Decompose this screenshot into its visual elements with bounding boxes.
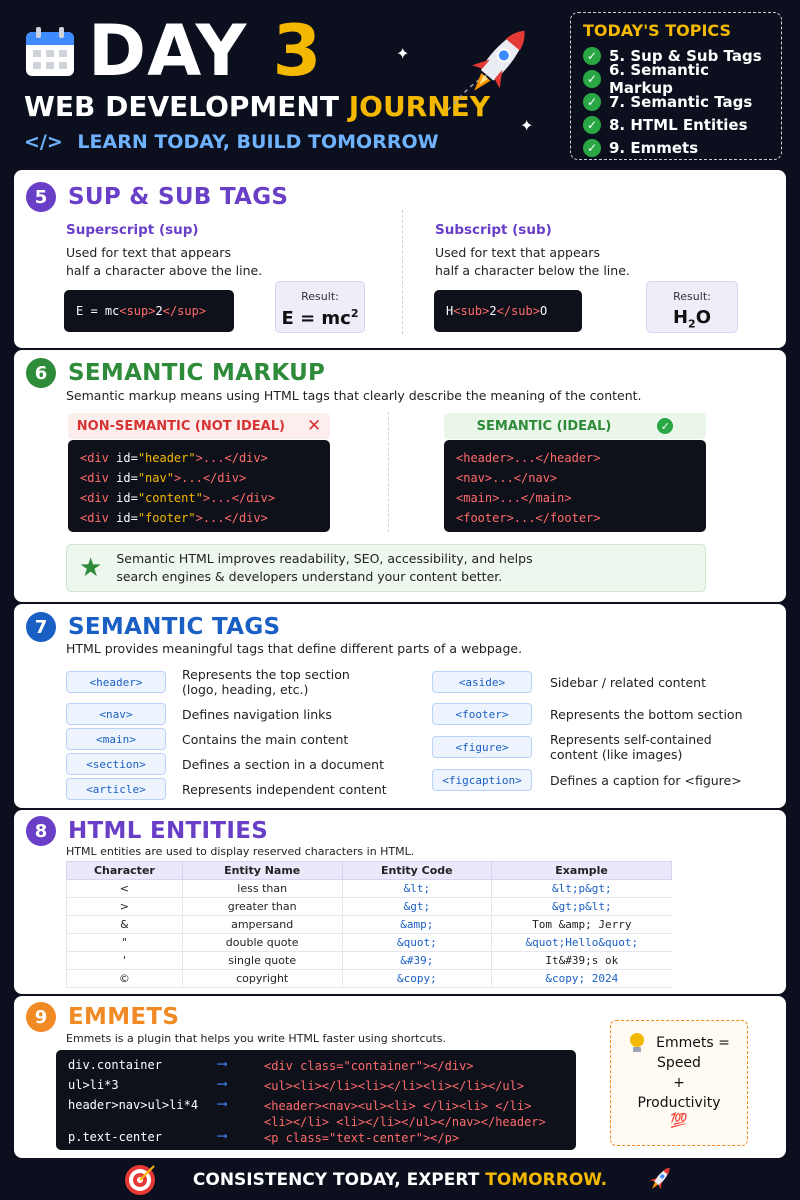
code-tag: </sup> (162, 304, 207, 318)
code-string: "nav" (137, 471, 174, 485)
desc-line: Represents the top section (182, 667, 350, 682)
emmet-input: header>nav>ul>li*4 (68, 1098, 199, 1112)
section-number: 5 (26, 182, 56, 212)
semantic-note (66, 544, 706, 592)
footer-text (193, 1170, 607, 1190)
code-attr: id= (116, 451, 138, 465)
sup-desc-line: half a character above the line. (66, 263, 263, 278)
check-icon: ✓ (583, 47, 601, 65)
topic-label: 8. HTML Entities (609, 115, 748, 134)
footer-main: CONSISTENCY TODAY, EXPERT (192, 1170, 480, 1190)
emmet-input: ul>li*3 (68, 1078, 119, 1092)
star-icon: ★ (79, 553, 103, 583)
tagline (24, 130, 439, 154)
topics-title: TODAY'S TOPICS (583, 21, 731, 40)
emmet-input: div.container (68, 1058, 162, 1072)
topic-label: 6. Semantic Markup (609, 60, 709, 97)
sup-code (64, 290, 234, 332)
check-icon: ✓ (583, 139, 601, 157)
code-text: 2 (155, 304, 163, 318)
emmet-code (56, 1050, 576, 1150)
tag-description (182, 667, 350, 697)
desc-line: Represents self-contained (550, 732, 712, 747)
day-title (88, 10, 323, 92)
code-tag: <sub> (453, 304, 490, 318)
cell: &lt; (342, 880, 492, 898)
hundred-icon: 💯 (670, 1113, 688, 1129)
tag-description: Defines a section in a document (182, 757, 384, 772)
cell: &copy; 2024 (492, 970, 672, 988)
code-line (80, 468, 318, 488)
cell: &gt;p&lt; (492, 898, 672, 916)
cell: &quot; (342, 934, 492, 952)
section-title: SEMANTIC TAGS (68, 614, 281, 640)
emmet-output (264, 1098, 546, 1130)
tag-chip-section: <section> (66, 753, 166, 775)
cell: &lt;p&gt; (492, 880, 672, 898)
result-subscript: 2 (688, 317, 696, 331)
code-tag: >...</div> (202, 491, 276, 505)
topic-label: 9. Emmets (609, 138, 699, 157)
code-tag: <div (80, 511, 117, 525)
section-title: HTML ENTITIES (68, 818, 269, 844)
note-text (116, 550, 532, 586)
cell: < (67, 880, 183, 898)
code-tag: <div (80, 491, 117, 505)
topic-item (583, 136, 769, 159)
topics-box (570, 12, 782, 160)
code-string: "header" (137, 451, 196, 465)
section-emmets (14, 996, 786, 1158)
table-row (67, 898, 672, 916)
sub-description (435, 244, 630, 280)
output-line: <li></li> <li></li></ul></nav></header> (264, 1115, 546, 1129)
sub-result (646, 281, 738, 333)
result-base: E = mc (281, 308, 351, 329)
code-line: <header>...</header> (456, 451, 601, 465)
cell: &copy; (342, 970, 492, 988)
pill-text: NON-SEMANTIC (NOT IDEAL) (76, 418, 285, 434)
cell: &amp; (342, 916, 492, 934)
footer-highlight: TOMORROW. (485, 1170, 608, 1190)
tag-chip-header: <header> (66, 671, 166, 693)
code-text: E = mc (76, 304, 120, 318)
tag-description: Sidebar / related content (550, 675, 706, 690)
cell: less than (182, 880, 342, 898)
check-icon: ✓ (583, 93, 601, 111)
section-description: Semantic markup means using HTML tags that clearly describe the meaning of the content. (66, 388, 642, 403)
section-number: 7 (26, 612, 56, 642)
column-header: Example (492, 862, 672, 880)
topic-item (583, 113, 769, 136)
emmet-output: <ul><li></li><li></li><li></li></ul> (264, 1079, 525, 1093)
tag-description (550, 732, 712, 762)
cell: copyright (182, 970, 342, 988)
code-tag: >...</div> (173, 471, 247, 485)
arrow-icon: ⟶ (218, 1128, 227, 1144)
cell: double quote (182, 934, 342, 952)
result-post: O (695, 307, 712, 328)
cell: © (67, 970, 183, 988)
arrow-icon: ⟶ (218, 1096, 227, 1112)
tag-description: Defines navigation links (182, 707, 332, 722)
emmet-input: p.text-center (68, 1130, 162, 1144)
table-row (67, 916, 672, 934)
code-attr: id= (116, 471, 138, 485)
tag-chip-figure: <figure> (432, 736, 532, 758)
section-heading (26, 182, 288, 212)
code-icon: </> (24, 131, 63, 153)
sub-desc-line: Used for text that appears (435, 245, 600, 260)
section-number: 8 (26, 816, 56, 846)
sparkle-icon: ✦ (396, 44, 410, 63)
section-number: 9 (26, 1002, 56, 1032)
section-description: HTML entities are used to display reserved characters in HTML. (66, 845, 415, 858)
section-semantic-markup (14, 350, 786, 602)
code-string: "footer" (137, 511, 196, 525)
pill-text: SEMANTIC (IDEAL) (476, 418, 612, 434)
code-text: H (446, 304, 454, 318)
cell: single quote (182, 952, 342, 970)
code-text: 2 (489, 304, 497, 318)
tag-chip-article: <article> (66, 778, 166, 800)
sup-desc-line: Used for text that appears (66, 245, 231, 260)
result-base: H (672, 307, 689, 328)
code-line: <footer>...</footer> (456, 511, 601, 525)
result-superscript: 2 (350, 307, 359, 320)
cell: & (67, 916, 183, 934)
speed-text: Productivity (637, 1095, 721, 1111)
cell: " (67, 934, 183, 952)
journey-highlight: JOURNEY (348, 90, 491, 123)
code-attr: id= (116, 511, 138, 525)
sup-result (275, 281, 365, 333)
section-title: EMMETS (68, 1004, 180, 1030)
section-html-entities (14, 810, 786, 994)
journey-title (24, 90, 490, 124)
note-line: search engines & developers understand your content better. (116, 569, 503, 584)
code-tag: >...</div> (195, 511, 268, 525)
sub-code (434, 290, 582, 332)
entities-table (66, 861, 672, 988)
semantic-label (444, 413, 706, 439)
tag-chip-figcaption: <figcaption> (432, 769, 532, 791)
code-tag: <div (80, 451, 117, 465)
desc-line: content (like images) (550, 747, 683, 762)
topic-label: 7. Semantic Tags (609, 92, 753, 111)
code-line (80, 488, 318, 508)
section-heading (26, 816, 268, 846)
cell: &gt; (342, 898, 492, 916)
section-heading (26, 612, 280, 642)
table-header-row (67, 862, 672, 880)
check-icon: ✓ (657, 418, 673, 434)
cell: > (67, 898, 183, 916)
result-value (276, 307, 364, 329)
section-sup-sub (14, 170, 786, 348)
section-heading (26, 358, 325, 388)
footer (0, 1160, 800, 1200)
divider (402, 210, 403, 334)
column-header: Entity Name (182, 862, 342, 880)
section-number: 6 (26, 358, 56, 388)
table-row (67, 880, 672, 898)
divider (388, 412, 389, 532)
code-tag: <div (80, 471, 117, 485)
code-line: <main>...</main> (456, 491, 572, 505)
tag-description: Contains the main content (182, 732, 349, 747)
tag-chip-nav: <nav> (66, 703, 166, 725)
output-line: <header><nav><ul><li> </li><li> </li> (264, 1099, 532, 1113)
sub-heading: Subscript (sub) (435, 222, 552, 238)
column-header: Character (67, 862, 183, 880)
arrow-icon: ⟶ (218, 1076, 227, 1092)
desc-line: (logo, heading, etc.) (182, 682, 309, 697)
cell: greater than (182, 898, 342, 916)
check-icon: ✓ (583, 116, 601, 134)
tag-chip-footer: <footer> (432, 703, 532, 725)
tag-description: Represents the bottom section (550, 707, 743, 722)
non-semantic-code (68, 440, 330, 532)
sup-description (66, 244, 262, 280)
result-value (647, 307, 737, 331)
header (0, 0, 800, 170)
cell: ampersand (182, 916, 342, 934)
code-attr: id= (116, 491, 138, 505)
code-string: "content" (137, 491, 203, 505)
semantic-code (444, 440, 706, 532)
code-text: O (539, 304, 548, 318)
speed-text: Emmets = (656, 1035, 730, 1051)
section-heading (26, 1002, 179, 1032)
section-title: SEMANTIC MARKUP (68, 360, 326, 386)
section-semantic-tags (14, 604, 786, 808)
journey-main: WEB DEVELOPMENT (24, 90, 339, 123)
tag-chip-main: <main> (66, 728, 166, 750)
column-header: Entity Code (342, 862, 492, 880)
calendar-icon (24, 26, 76, 78)
emmet-output: <p class="text-center"></p> (264, 1131, 460, 1145)
cell: &#39; (342, 952, 492, 970)
result-label: Result: (673, 290, 711, 303)
speed-box (610, 1020, 748, 1146)
cell: &quot;Hello&quot; (492, 934, 672, 952)
emmet-output: <div class="container"></div> (264, 1059, 474, 1073)
target-icon (123, 1163, 157, 1197)
topic-item (583, 60, 769, 97)
topic-label: 5. Sup & Sub Tags (609, 46, 762, 65)
table-row (67, 952, 672, 970)
cross-icon: ✕ (306, 416, 322, 436)
day-word: DAY (88, 10, 248, 92)
section-title: SUP & SUB TAGS (68, 184, 289, 210)
arrow-icon: ⟶ (218, 1056, 227, 1072)
tag-description: Defines a caption for <figure> (550, 773, 742, 788)
note-line: Semantic HTML improves readability, SEO, accessibility, and helps (116, 551, 533, 566)
speed-text: + (673, 1075, 685, 1091)
sparkle-icon: ✦ (520, 116, 534, 135)
day-number: 3 (272, 10, 323, 92)
code-line (80, 508, 318, 528)
code-line (80, 448, 318, 468)
section-description: Emmets is a plugin that helps you write HTML faster using shortcuts. (66, 1032, 447, 1045)
sub-desc-line: half a character below the line. (435, 263, 630, 278)
cell: It&#39;s ok (492, 952, 672, 970)
code-line: <nav>...</nav> (456, 471, 558, 485)
table-row (67, 934, 672, 952)
rocket-icon (438, 18, 548, 118)
topic-item (583, 90, 769, 113)
result-label: Result: (301, 290, 339, 303)
code-tag: >...</div> (195, 451, 268, 465)
cell: Tom &amp; Jerry (492, 916, 672, 934)
tag-description: Represents independent content (182, 782, 387, 797)
rocket-icon (643, 1163, 677, 1197)
table-row (67, 970, 672, 988)
tagline-text: LEARN TODAY, BUILD TOMORROW (77, 131, 439, 153)
cell: ' (67, 952, 183, 970)
code-tag: </sub> (496, 304, 540, 318)
tag-chip-aside: <aside> (432, 671, 532, 693)
speed-text: Speed (657, 1055, 701, 1071)
speed-line (611, 1031, 747, 1055)
check-icon: ✓ (583, 70, 601, 88)
sup-heading: Superscript (sup) (66, 222, 199, 238)
code-tag: <sup> (119, 304, 156, 318)
non-semantic-label (68, 413, 330, 439)
section-description: HTML provides meaningful tags that define different parts of a webpage. (66, 641, 523, 656)
lightbulb-icon (628, 1031, 646, 1055)
